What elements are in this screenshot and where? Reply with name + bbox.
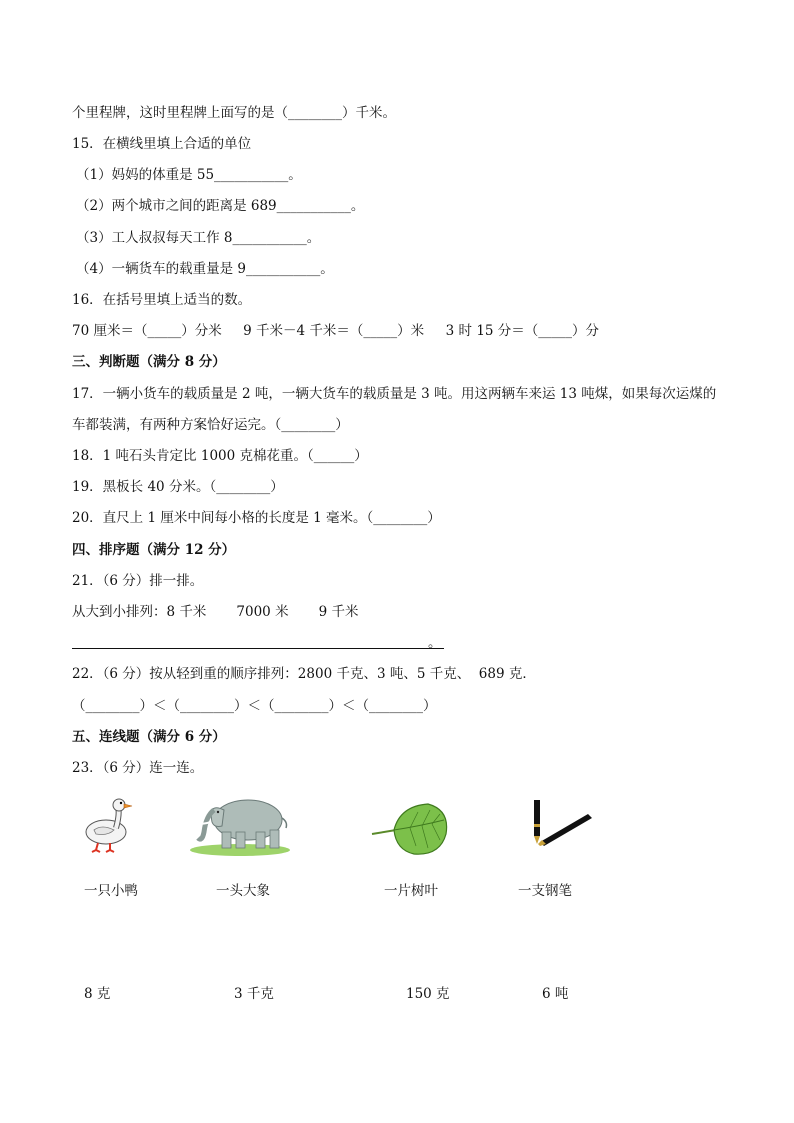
weight-option-1[interactable]: 8 克: [84, 986, 111, 1002]
item-name-leaf: 一片树叶: [384, 883, 438, 899]
q15-item-2: （2）两个城市之间的距离是 689___________。: [76, 198, 365, 214]
q20: 20．直尺上 1 厘米中间每小格的长度是 1 毫米。（________）: [72, 510, 441, 526]
duck-image: [80, 794, 136, 854]
q23-title: 23．（6 分）连一连。: [72, 760, 204, 776]
leaf-image: [370, 800, 450, 858]
q15-item-4: （4）一辆货车的载重量是 9___________。: [76, 261, 334, 277]
weight-option-2[interactable]: 3 千克: [234, 986, 274, 1002]
q22-title: 22．（6 分）按从轻到重的顺序排列：2800 千克、3 吨、5 千克、 689 克．: [72, 666, 536, 682]
section-3-heading: 三、判断题（满分 8 分）: [72, 354, 226, 370]
q15-title: 15．在横线里填上合适的单位: [72, 136, 252, 152]
q15-item-1: （1）妈妈的体重是 55___________。: [76, 167, 302, 183]
q17-line-2: 车都装满，有两种方案恰好运完。（________）: [72, 417, 349, 433]
item-name-elephant: 一头大象: [216, 883, 270, 899]
q21-items: 从大到小排列：8 千米 7000 米 9 千米: [72, 604, 359, 620]
q15-item-3: （3）工人叔叔每天工作 8___________。: [76, 230, 321, 246]
q16-items: 70 厘米＝（_____）分米 9 千米－4 千米＝（_____）米 3 时 15 分＝（_____）分: [72, 323, 600, 339]
q18: 18．1 吨石头肯定比 1000 克棉花重。（______）: [72, 448, 368, 464]
section-5-heading: 五、连线题（满分 6 分）: [72, 729, 226, 745]
q16-title: 16．在括号里填上适当的数。: [72, 292, 252, 308]
weight-option-4[interactable]: 6 吨: [542, 986, 569, 1002]
item-name-duck: 一只小鸭: [84, 883, 138, 899]
section-4-heading: 四、排序题（满分 12 分）: [72, 542, 236, 558]
q21-period: 。: [428, 635, 442, 651]
elephant-image: [188, 788, 292, 858]
q21-title: 21．（6 分）排一排。: [72, 573, 204, 589]
q19: 19．黑板长 40 分米。（________）: [72, 479, 284, 495]
q22-answer-row: （________）＜（________）＜（________）＜（________）: [72, 698, 437, 714]
q17-line-1: 17．一辆小货车的载质量是 2 吨，一辆大货车的载质量是 3 吨。用这两辆车来运 13 吨煤，如果每次运煤的: [72, 386, 717, 402]
q14-continuation: 个里程牌，这时里程牌上面写的是（________）千米。: [72, 105, 396, 121]
fountain-pen-image: [528, 798, 594, 846]
weight-option-3[interactable]: 150 克: [406, 986, 450, 1002]
item-name-pen: 一支钢笔: [518, 883, 572, 899]
q21-answer-line[interactable]: [72, 648, 444, 649]
